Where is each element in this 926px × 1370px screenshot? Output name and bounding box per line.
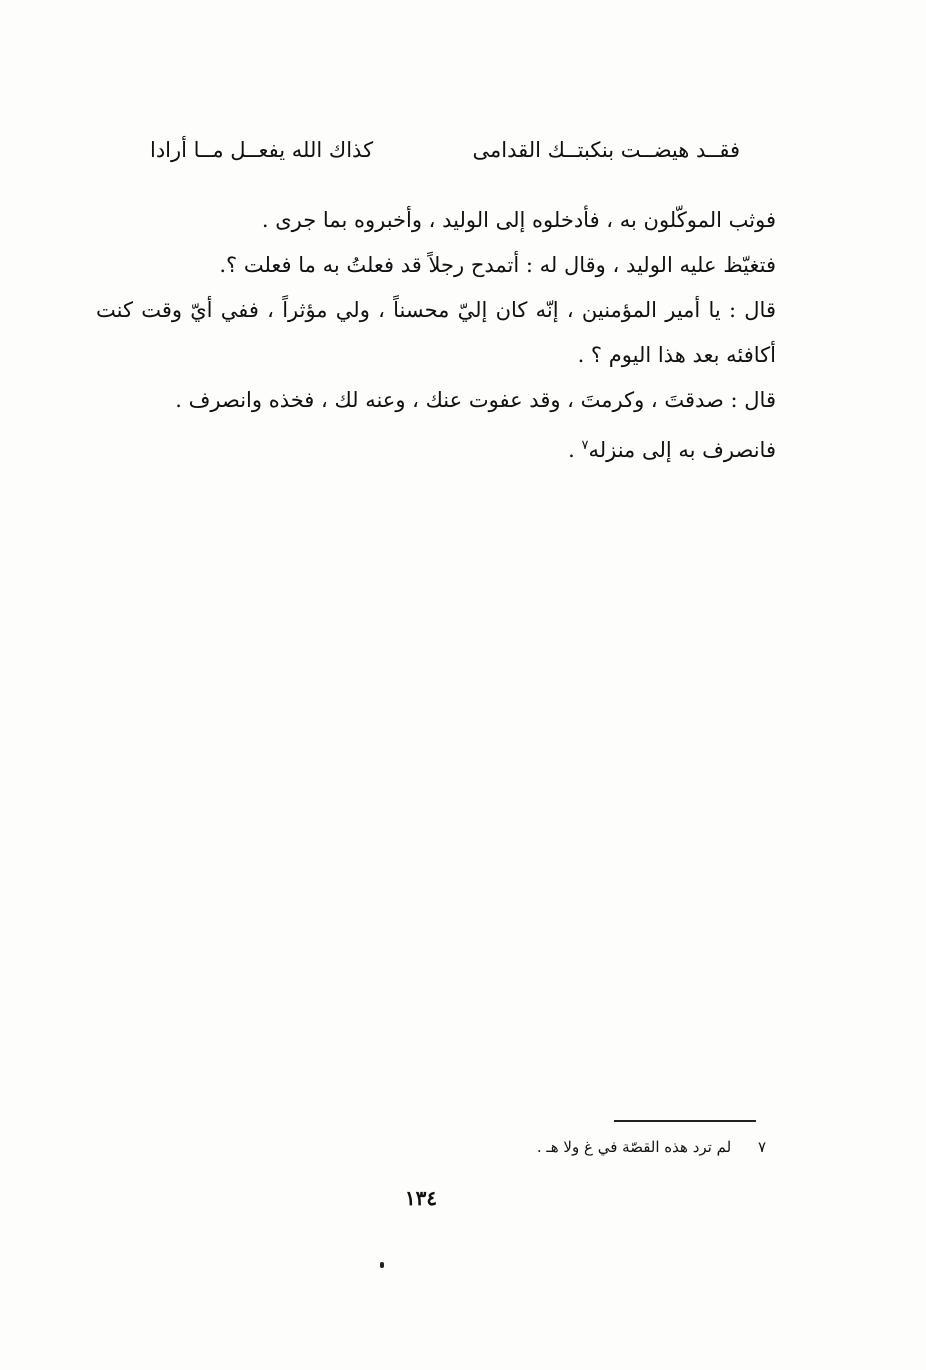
paragraph: فوثب الموكّلون به ، فأدخلوه إلى الوليد ، وأخبروه بما جرى . xyxy=(261,208,776,232)
paragraph-text: فانصرف به إلى منزله xyxy=(588,438,776,462)
body-text xyxy=(96,198,776,473)
footnote-divider xyxy=(614,1120,756,1122)
paragraph: قال : يا أمير المؤمنين ، إنّه كان إليّ محسناً ، ولي مؤثراً ، ففي أيّ وقت كنت أكافئه بعد هذا اليوم ؟ . xyxy=(96,298,776,367)
footnote xyxy=(537,1138,766,1156)
paragraph: فتغيّظ عليه الوليد ، وقال له : أتمدح رجلاً قد فعلتُ به ما فعلت ؟. xyxy=(219,253,776,277)
verse-second-hemistich: كذاك الله يفعــل مــا أرادا xyxy=(150,138,374,162)
page-number: ١٣٤ xyxy=(404,1186,438,1210)
paragraph: قال : صدقتَ ، وكرمتَ ، وقد عفوت عنك ، وعنه لك ، فخذه وانصرف . xyxy=(175,388,776,412)
paragraph-end-punctuation: . xyxy=(568,438,582,462)
footnote-marker: ٧ xyxy=(581,438,589,453)
footnote-text: لم ترد هذه القصّة في غ ولا هـ . xyxy=(536,1138,732,1156)
verse-first-hemistich: فقــد هيضــت بنكبتــك القدامى xyxy=(472,138,740,162)
poem-verse xyxy=(150,138,740,178)
footnote-number: ٧ xyxy=(757,1138,766,1156)
paragraph xyxy=(96,423,776,473)
ink-speck xyxy=(380,1262,384,1268)
